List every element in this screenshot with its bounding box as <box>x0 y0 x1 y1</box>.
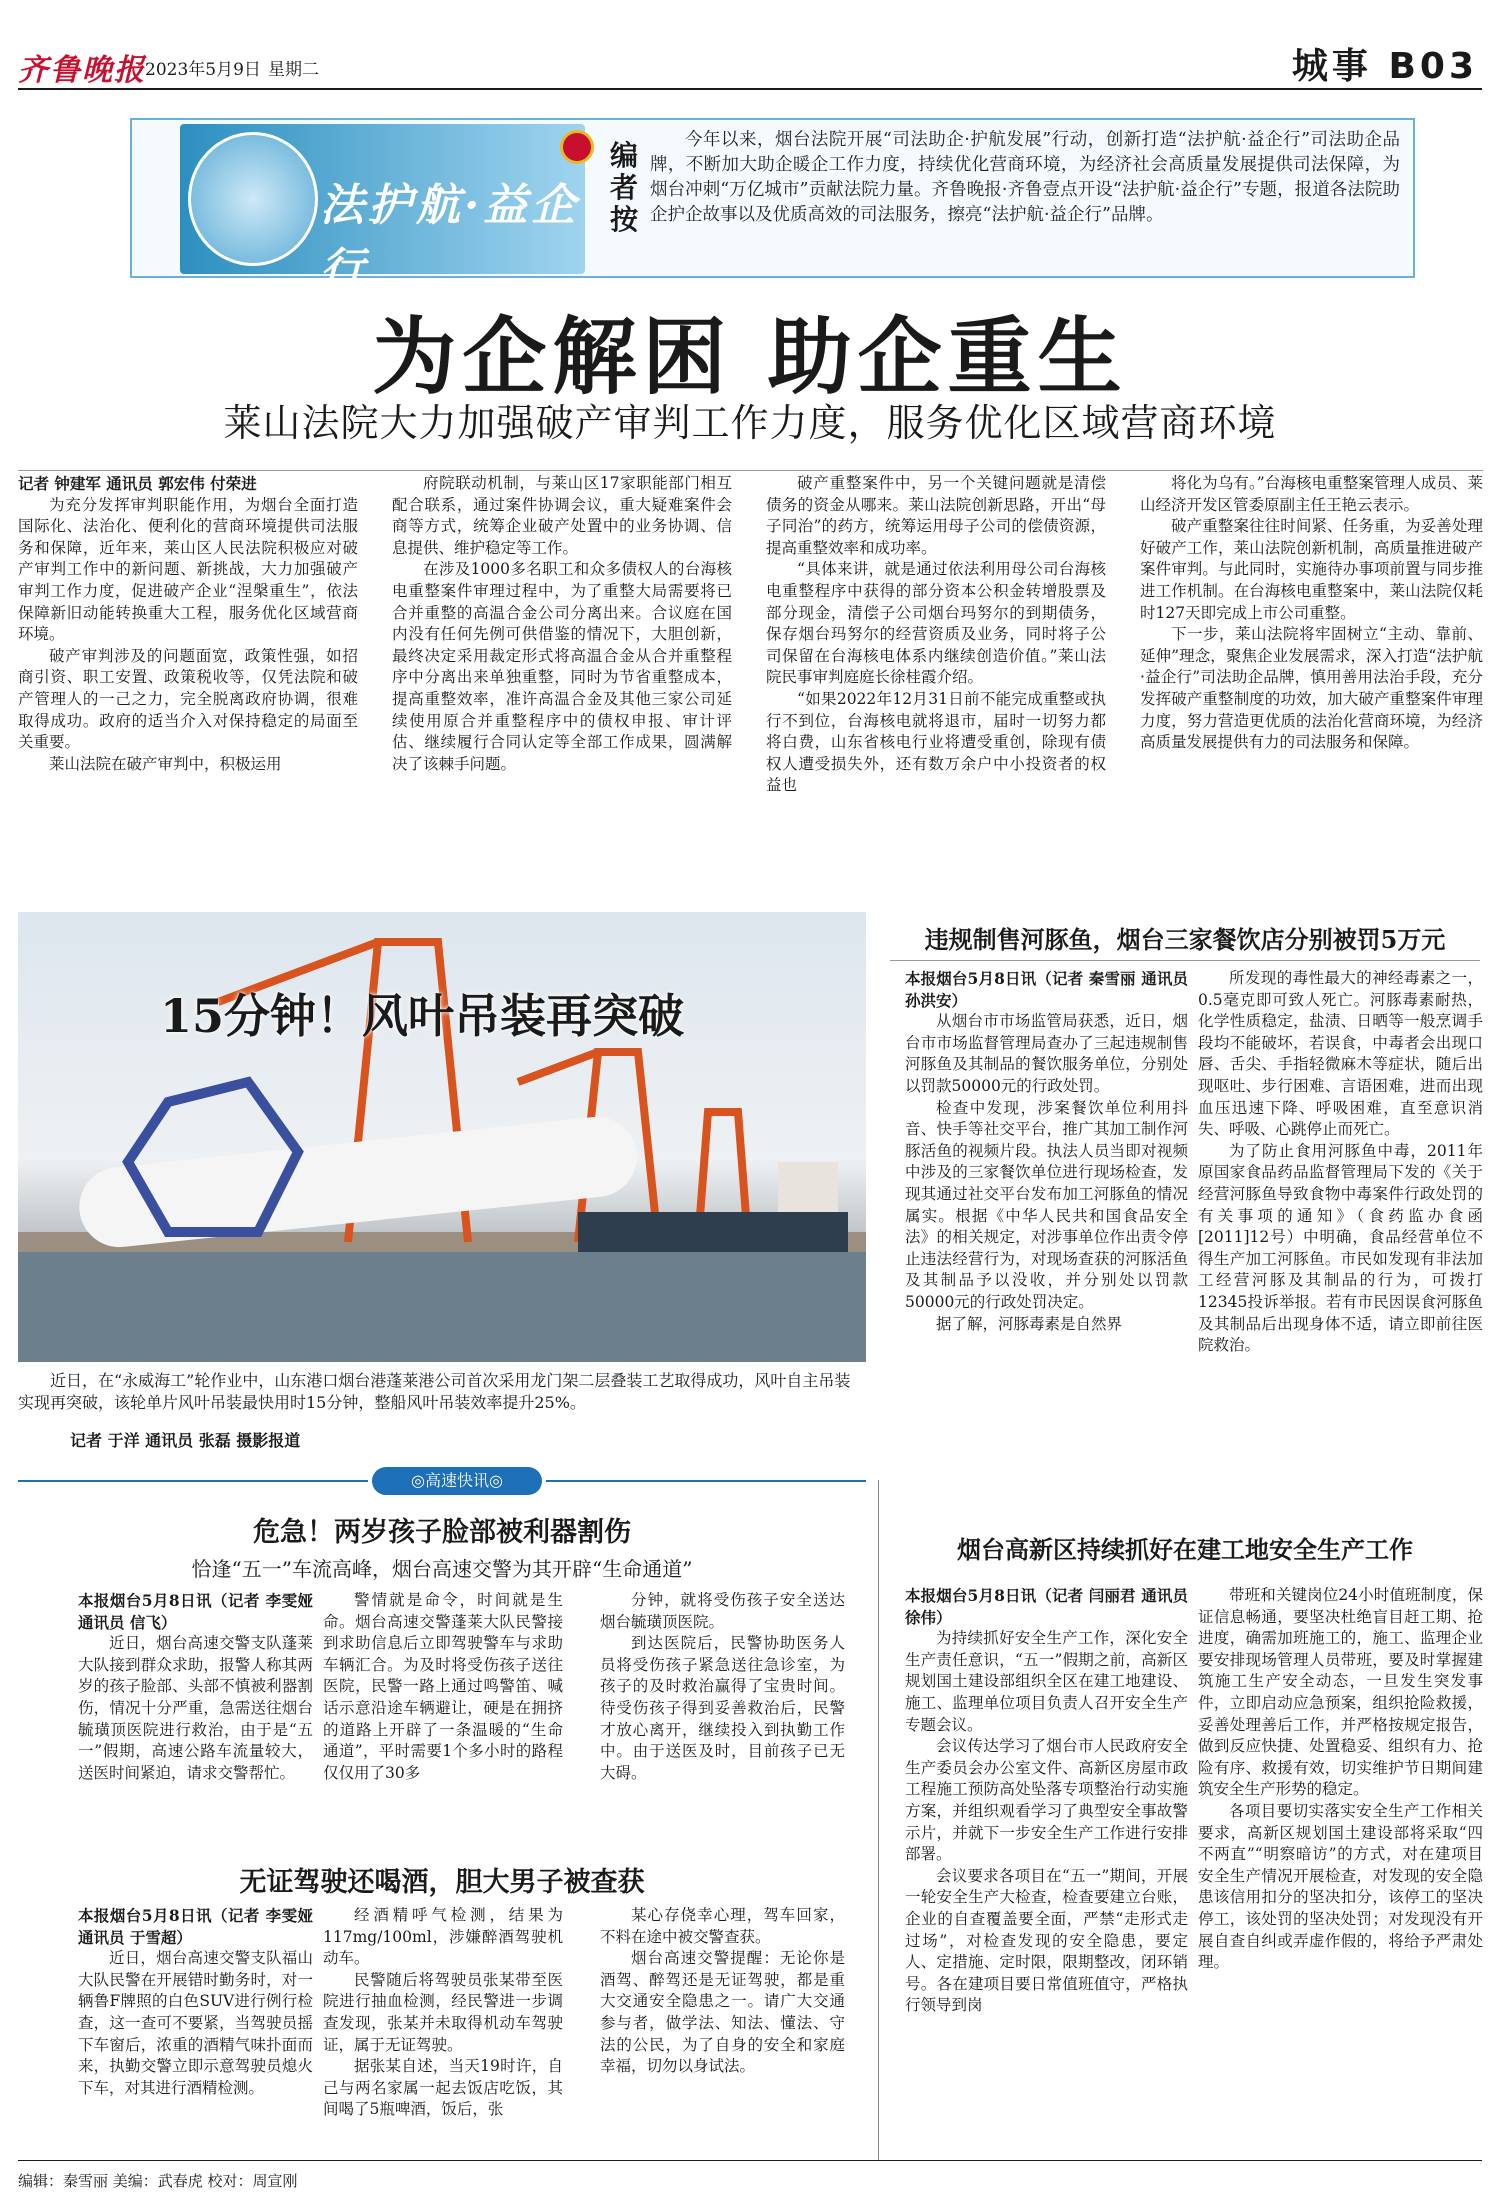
header-rule <box>18 88 1482 90</box>
brand-logo <box>180 124 585 295</box>
paragraph: 会议要求各项目在“五一”期间，开展一轮安全生产大检查，检查要建立台账，企业的自查覆盖要全面，严禁“走形式走过场”，对检查发现的安全隐患，要定人、定措施、定时限，限期整改，闭环销号。各在建项目要日常值班值守，严格执行领导到岗 <box>905 1866 1188 2015</box>
paragraph: 警情就是命令，时间就是生命。烟台高速交警蓬莱大队民警接到求助信息后立即驾驶警车与求助车辆汇合。为及时将受伤孩子送往医院，民警一路上通过鸣警笛、喊话示意沿途车辆避让，硬是在拥挤的道路上开辟了一条温暖的“生命通道”，平时需要1个多小时的路程仅仅用了30多 <box>323 1591 563 1782</box>
paragraph: “如果2022年12月31日前不能完成重整或执行不到位，台海核电就将退市，届时一切努力都将白费，山东省核电行业将遭受重创，除现有债权人遭受损失外，还有数万余户中小投资者的权益也 <box>766 689 1106 795</box>
issue-date: 2023年5月9日 <box>145 60 261 80</box>
paragraph: 据张某自述，当天19时许，自己与两名家属一起去饭店吃饭，其间喝了5瓶啤酒，饭后，张 <box>323 2057 563 2119</box>
court-badge-icon <box>560 130 594 164</box>
highway-subhead: 恰逢“五一”车流高峰，烟台高速交警为其开辟“生命通道” <box>191 1557 693 1581</box>
paragraph: 将化为乌有。”台海核电重整案管理人成员、莱山经济开发区管委原副主任王艳云表示。 <box>1140 474 1483 514</box>
section-label: 城事 B03 <box>1291 46 1478 87</box>
page-number: B03 <box>1388 46 1478 87</box>
paragraph: 近日，烟台高速交警支队福山大队民警在开展错时勤务时，对一辆鲁F牌照的白色SUV进行例行检查，这一查可不要紧，当驾驶员摇下车窗后，浓重的酒精气味扑面而来，执勤交警立即示意驾驶员熄火下车，对其进行酒精检测。 <box>78 1949 313 2097</box>
paragraph: 破产审判涉及的问题面宽，政策性强，如招商引资、职工安置、政策税收等，仅凭法院和破产管理人的一己之力，完全脱离政府协调，很难取得成功。政府的适当介入对保持稳定的局面至关重要。 <box>18 646 358 752</box>
paragraph: 经酒精呼气检测，结果为117mg/100ml，涉嫌醉酒驾驶机动车。 <box>323 1906 563 1968</box>
highway-byline: 本报烟台5月8日讯（记者 李雯娅 通讯员 信飞） <box>78 1591 313 1632</box>
highway-headline: 危急！两岁孩子脸部被利器割伤 <box>253 1517 631 1548</box>
issue-weekday: 星期二 <box>268 60 319 80</box>
puffer-column-1 <box>905 968 1188 1335</box>
divider <box>890 960 1480 961</box>
tag-rule <box>546 1480 866 1482</box>
lead-column-2 <box>392 473 732 775</box>
lead-column-3 <box>766 473 1106 797</box>
paragraph: 下一步，莱山法院将牢固树立“主动、靠前、延伸”理念，聚焦企业发展需求，深入打造“法护航·益企行”司法助企品牌，慎用善用法治手段，充分发挥破产重整制度的功效，加大破产重整案件审理力度，努力营造更优质的法治化营商环境，为经济高质量发展提供有力的司法服务和保障。 <box>1140 625 1483 752</box>
drunk-column-2 <box>323 1905 563 2121</box>
news-tag: ◎高速快讯◎ <box>372 1467 542 1495</box>
highway-column-1 <box>78 1590 313 1784</box>
drunk-column-1 <box>78 1905 313 2099</box>
safety-column-2 <box>1198 1585 1483 1974</box>
paragraph: 在涉及1000多名职工和众多债权人的台海核电重整案件审理过程中，为了重整大局需要将已合并重整的高温合金公司分离出来。合议庭在国内没有任何先例可供借鉴的情况下，大胆创新，最终决定采用裁定形式将高温合金从合并重整程序中分离出来单独重整，同时为节省重整成本，提高重整效率，准许高温合金及其他三家公司延续使用原合并重整程序中的债权申报、审计评估、继续履行合同认定等全部工作成果，圆满解决了该棘手问题。 <box>392 560 732 773</box>
drunk-byline: 本报烟台5月8日讯（记者 李雯娅 通讯员 于雪超） <box>78 1906 313 1947</box>
puffer-column-2 <box>1198 968 1483 1357</box>
divider <box>18 470 1483 471</box>
paragraph: 据了解，河豚毒素是自然界 <box>936 1314 1123 1333</box>
paragraph: 为了防止食用河豚鱼中毒，2011年原国家食品药品监督管理局下发的《关于经营河豚鱼导致食物中毒案件行政处罚的有关事项的通知》（食药监办食函[2011]12号）中明确，食品经营单位不得生产加工河豚鱼。市民如发现有非法加工经营河豚及其制品的行为，可拨打12345投诉举报。若有市民因误食河豚鱼及其制品后出现身体不适，请立即前往医院救治。 <box>1198 1141 1483 1355</box>
photo-title: 15分钟！风叶吊装再突破 <box>160 989 685 1043</box>
paragraph: 各项目要切实落实安全生产工作相关要求，高新区规划国土建设部将采取“四不两直”“明察暗访”的方式，对在建项目安全生产情况开展检查，对发现的安全隐患该信用扣分的坚决扣分，该停工的坚决停工，该处罚的坚决处罚；对发现没有开展自查自纠或弄虚作假的，将给予严肃处理。 <box>1198 1801 1483 1972</box>
paragraph: 烟台高速交警提醒：无论你是酒驾、醉驾还是无证驾驶，都是重大交通安全隐患之一。请广大交通参与者，做学法、知法、懂法、守法的公民，为了自身的安全和家庭幸福，切勿以身试法。 <box>600 1949 845 2076</box>
paragraph: 会议传达学习了烟台市人民政府安全生产委员会办公室文件、高新区房屋市政工程施工预防高处坠落专项整治行动实施方案，并组织观看学习了典型安全事故警示片，并就下一步安全生产工作进行安排部署。 <box>905 1737 1188 1864</box>
brand-logo-text: 法护航·益企行 <box>320 180 580 295</box>
paragraph: 为充分发挥审判职能作用，为烟台全面打造国际化、法治化、便利化的营商环境提供司法服务和保障，近年来，莱山区人民法院积极应对破产审判工作中的新问题、新挑战，大力加强破产审判工作力度，促进破产企业“涅槃重生”，依法保障新旧动能转换重大工程，服务优化区域营商环境。 <box>18 495 358 644</box>
masthead: 齐鲁晚报 <box>18 53 146 88</box>
paragraph: 府院联动机制，与莱山区17家职能部门相互配合联系，通过案件协调会议，重大疑难案件会商等方式，统筹企业破产处置中的业务协调、信息提供、维护稳定等工作。 <box>392 474 732 557</box>
paragraph: 某心存侥幸心理，驾车回家，不料在途中被交警查获。 <box>600 1906 845 1946</box>
lead-column-1 <box>18 473 358 775</box>
puffer-byline: 本报烟台5月8日讯（记者 秦雪丽 通讯员 孙洪安） <box>905 969 1188 1010</box>
drunk-driving-headline: 无证驾驶还喝酒，胆大男子被查获 <box>239 1867 645 1898</box>
editor-note-label: 编者按 <box>610 139 639 236</box>
paragraph: 检查中发现，涉案餐饮单位利用抖音、快手等社交平台，推广其加工制作河豚活鱼的视频片段。执法人员当即对视频中涉及的三家餐饮单位进行现场检查，发现其通过社交平台发布加工河豚鱼的情况属实。根据《中华人民共和国食品安全法》的相关规定，对涉事单位作出责令停止违法经营行为，对现场查获的河豚活鱼及其制品予以没收，并分别处以罚款50000元的行政处罚决定。 <box>905 1098 1188 1311</box>
paragraph: 民警随后将驾驶员张某带至医院进行抽血检测，经民警进一步调查发现，张某并未取得机动车驾驶证，属于无证驾驶。 <box>323 1970 563 2054</box>
highway-column-2 <box>323 1590 563 1784</box>
paragraph: 到达医院后，民警协助医务人员将受伤孩子紧急送往急诊室，为孩子的及时救治赢得了宝贵时间。待受伤孩子得到妥善救治后，民警才放心离开，继续投入到执勤工作中。由于送医及时，目前孩子已无大碍。 <box>600 1634 845 1782</box>
paragraph: 莱山法院在破产审判中，积极运用 <box>49 754 282 773</box>
photo-credit: 记者 于洋 通讯员 张磊 摄影报道 <box>70 1431 301 1450</box>
paragraph: 为持续抓好安全生产工作，深化安全生产责任意识，“五一”假期之前，高新区规划国土建设部组织全区在建工地建设、施工、监理单位项目负责人召开安全生产专题会议。 <box>905 1629 1188 1734</box>
paragraph: 近日，烟台高速交警支队蓬莱大队接到群众求助，报警人称其两岁的孩子脸部、头部不慎被利器割伤，情况十分严重，急需送往烟台毓璜顶医院进行救治，由于是“五一”假期，高速公路车流量较大，送医时间紧迫，请求交警帮忙。 <box>78 1634 313 1782</box>
highway-column-3 <box>600 1590 845 1784</box>
lead-headline: 为企解困 助企重生 <box>372 307 1128 406</box>
lead-byline: 记者 钟建军 通讯员 郭宏伟 付荣进 <box>18 474 257 493</box>
paragraph: 从烟台市市场监管局获悉，近日，烟台市市场监督管理局查办了三起违规制售河豚鱼及其制品的餐饮服务单位，分别处以罚款50000元的行政处罚。 <box>905 1012 1188 1095</box>
puffer-headline: 违规制售河豚鱼，烟台三家餐饮店分别被罚5万元 <box>924 925 1446 954</box>
paragraph: 所发现的毒性最大的神经毒素之一，0.5毫克即可致人死亡。河豚毒素耐热，化学性质稳定，盐渍、日晒等一般烹调手段均不能破坏，若误食，中毒者会出现口唇、舌尖、手指轻微麻木等症状，随后出现呕吐、步行困难、言语困难，进而出现血压迅速下降、呼吸困难，直至意识消失、呼吸、心跳停止而死亡。 <box>1198 969 1483 1139</box>
paragraph: 破产重整案件中，另一个关键问题就是清偿债务的资金从哪来。莱山法院创新思路，开出“母子同治”的药方，统筹运用母子公司的偿债资源，提高重整效率和成功率。 <box>766 474 1106 557</box>
footer-rule <box>18 2160 1482 2161</box>
column-divider <box>878 1480 879 2160</box>
paragraph: 带班和关键岗位24小时值班制度，保证信息畅通，要坚决杜绝盲目赶工期、抢进度，确需加班施工的，施工、监理企业要安排现场管理人员带班，要及时掌握建筑施工生产安全动态，一旦发生突发事件，立即启动应急预案，组织抢险救援，妥善处理善后工作，并严格按规定报告，做到反应快捷、处置稳妥、组织有力、抢险有序、救援有效，切实维护节日期间建筑安全生产形势的稳定。 <box>1198 1586 1483 1799</box>
lead-subhead: 莱山法院大力加强破产审判工作力度，服务优化区域营商环境 <box>223 401 1277 445</box>
paragraph: 破产重整案往往时间紧、任务重，为妥善处理好破产工作，莱山法院创新机制，高质量推进破产案件审判。与此同时，实施待办事项前置与同步推进工作机制。在台海核电重整案中，莱山法院仅耗时127天即完成上市公司重整。 <box>1140 517 1483 622</box>
safety-column-1 <box>905 1585 1188 2017</box>
safety-byline: 本报烟台5月8日讯（记者 闫丽君 通讯员 徐伟） <box>905 1586 1188 1627</box>
photo-caption: 近日，在“永威海工”轮作业中，山东港口烟台港蓬莱港公司首次采用龙门架二层叠装工艺取得成功，风叶自主吊装实现再突破，该轮单片风叶吊装最快用时15分钟，整船风叶吊装效率提升25%。 <box>18 1371 851 1412</box>
safety-headline: 烟台高新区持续抓好在建工地安全生产工作 <box>957 1535 1413 1564</box>
court-emblem-icon <box>188 132 318 266</box>
paragraph: “具体来讲，就是通过依法利用母公司台海核电重整程序中获得的部分资本公积金转增股票及部分现金，清偿子公司烟台玛努尔的到期债务，保存烟台玛努尔的经营资质及业务，同时将子公司保留在台海核电体系内继续创造价值。”莱山法院民事审判庭庭长徐桂霞介绍。 <box>766 560 1106 687</box>
tag-rule <box>18 1480 368 1482</box>
paragraph: 分钟，就将受伤孩子安全送达烟台毓璜顶医院。 <box>600 1591 845 1631</box>
footer-credits: 编辑：秦雪丽 美编：武春虎 校对：周宣刚 <box>18 2172 298 2190</box>
lead-column-4 <box>1140 473 1483 754</box>
drunk-column-3 <box>600 1905 845 2078</box>
editor-note-text: 今年以来，烟台法院开展“司法助企·护航发展”行动，创新打造“法护航·益企行”司法助企品牌，不断加大助企暖企工作力度，持续优化营商环境，为经济社会高质量发展提供司法保障，为烟台冲刺“万亿城市”贡献法院力量。齐鲁晚报·齐鲁壹点开设“法护航·益企行”专题，报道各法院助企护企故事以及优质高效的司法服务，擦亮“法护航·益企行”品牌。 <box>650 130 1400 225</box>
